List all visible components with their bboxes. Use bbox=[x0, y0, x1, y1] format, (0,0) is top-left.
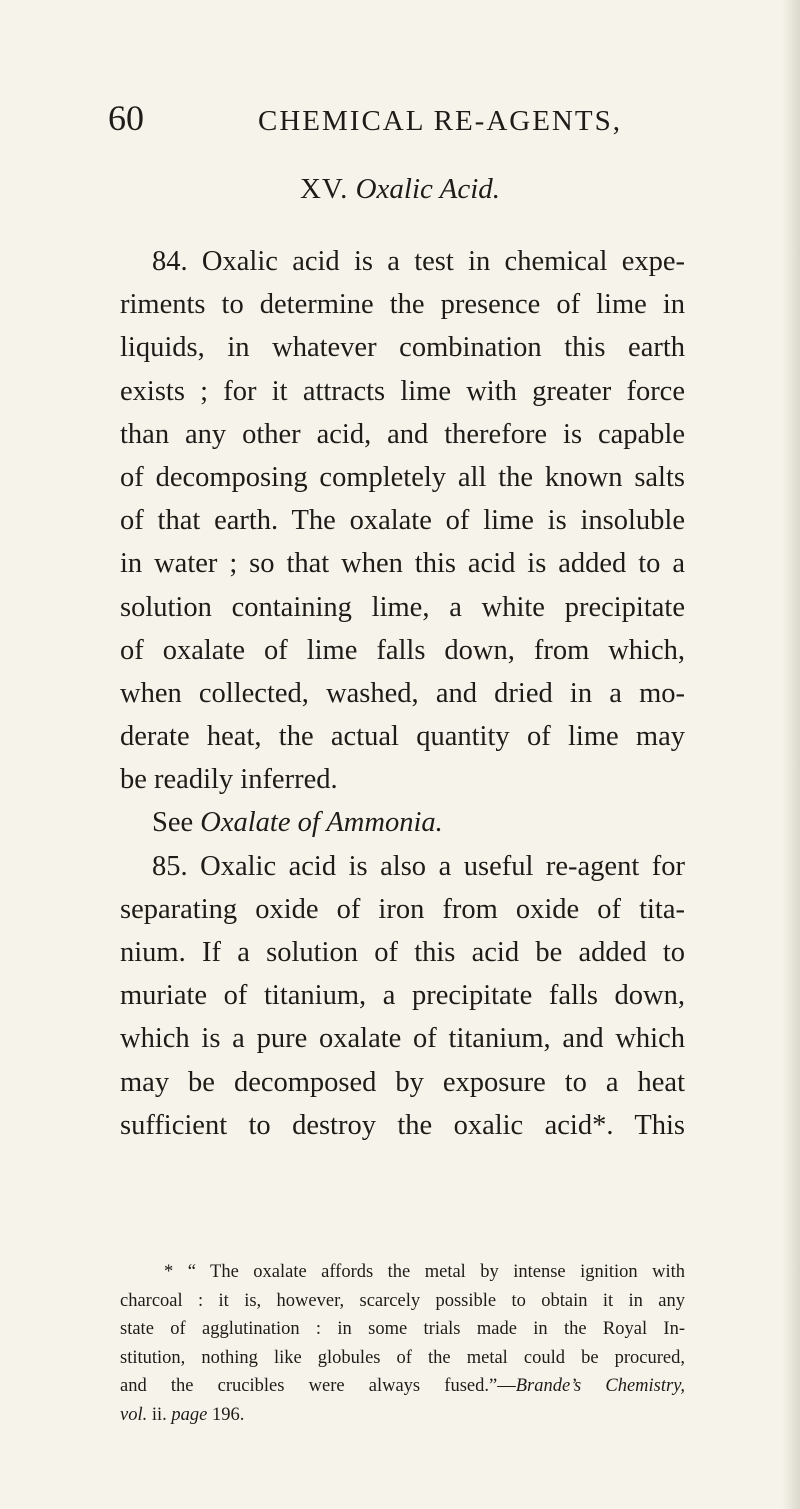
paragraph-85-line: separating oxide of iron from oxide of tita- bbox=[120, 893, 685, 925]
citation-work: Chemistry, bbox=[581, 1376, 686, 1397]
paragraph-84-line: liquids, in whatever combination this earth bbox=[120, 332, 685, 364]
see-prefix: See bbox=[152, 807, 201, 839]
footnote-line-text: and the crucibles were always fused.”— bbox=[120, 1376, 516, 1397]
footnote-line: state of agglutination : in some trials made in the Royal In- bbox=[120, 1319, 685, 1340]
section-title bbox=[0, 172, 800, 206]
paragraph-85-line: muriate of titanium, a precipitate falls down, bbox=[120, 980, 685, 1012]
running-head: CHEMICAL RE-AGENTS, bbox=[258, 105, 622, 137]
page-edge-shadow bbox=[782, 0, 800, 1509]
paragraph-84-line: in water ; so that when this acid is added to a bbox=[120, 548, 685, 580]
footnote bbox=[120, 1258, 685, 1430]
section-name: Oxalic Acid. bbox=[355, 173, 501, 205]
paragraph-84-line: of decomposing completely all the known salts bbox=[120, 461, 685, 493]
citation-vol-label: vol. bbox=[120, 1404, 148, 1425]
paragraph-84-line: be readily inferred. bbox=[120, 764, 338, 796]
paragraph-84-line: derate heat, the actual quantity of lime may bbox=[120, 721, 685, 753]
section-number: XV. bbox=[299, 173, 349, 205]
paragraph-84-line: of oxalate of lime falls down, from which, bbox=[120, 634, 685, 666]
paragraph-84-line: of that earth. The oxalate of lime is insoluble bbox=[120, 505, 685, 537]
paragraph-84-line: solution containing lime, a white precipitate bbox=[120, 591, 685, 623]
citation-vol-number: ii. bbox=[147, 1404, 172, 1425]
paragraph-84-line: riments to determine the presence of lime in bbox=[120, 289, 685, 321]
citation-page-label: page bbox=[171, 1404, 208, 1425]
see-reference: Oxalate of Ammonia. bbox=[200, 807, 443, 839]
paragraph-84-line: when collected, washed, and dried in a mo- bbox=[120, 677, 685, 709]
footnote-line: * “ The oxalate affords the metal by intense ignition with bbox=[164, 1262, 685, 1282]
page-header bbox=[108, 98, 668, 142]
paragraph-85-line: 85. Oxalic acid is also a useful re-agent for bbox=[152, 850, 685, 882]
cross-reference bbox=[120, 801, 685, 844]
paragraph-85-line: may be decomposed by exposure to a heat bbox=[120, 1066, 685, 1098]
footnote-line: charcoal : it is, however, scarcely possible to obtain it in any bbox=[120, 1290, 685, 1311]
citation-author: Brande’s bbox=[515, 1376, 582, 1397]
paragraph-85-line: sufficient to destroy the oxalic acid*. This bbox=[120, 1109, 685, 1141]
citation-location bbox=[120, 1401, 685, 1430]
page-number: 60 bbox=[108, 98, 144, 138]
paragraph-84-line: exists ; for it attracts lime with greater force bbox=[120, 375, 685, 407]
footnote-line bbox=[120, 1372, 685, 1401]
footnote-line: stitution, nothing like globules of the metal could be procured, bbox=[120, 1347, 685, 1368]
paragraph-85-line: which is a pure oxalate of titanium, and which bbox=[120, 1023, 685, 1055]
citation-page-number: 196. bbox=[207, 1404, 245, 1425]
paragraph-85-line: nium. If a solution of this acid be added to bbox=[120, 937, 685, 968]
paragraph-84-line: than any other acid, and therefore is capable bbox=[120, 418, 685, 450]
body-text bbox=[120, 240, 685, 1147]
paragraph-84-line: 84. Oxalic acid is a test in chemical expe- bbox=[152, 246, 685, 277]
